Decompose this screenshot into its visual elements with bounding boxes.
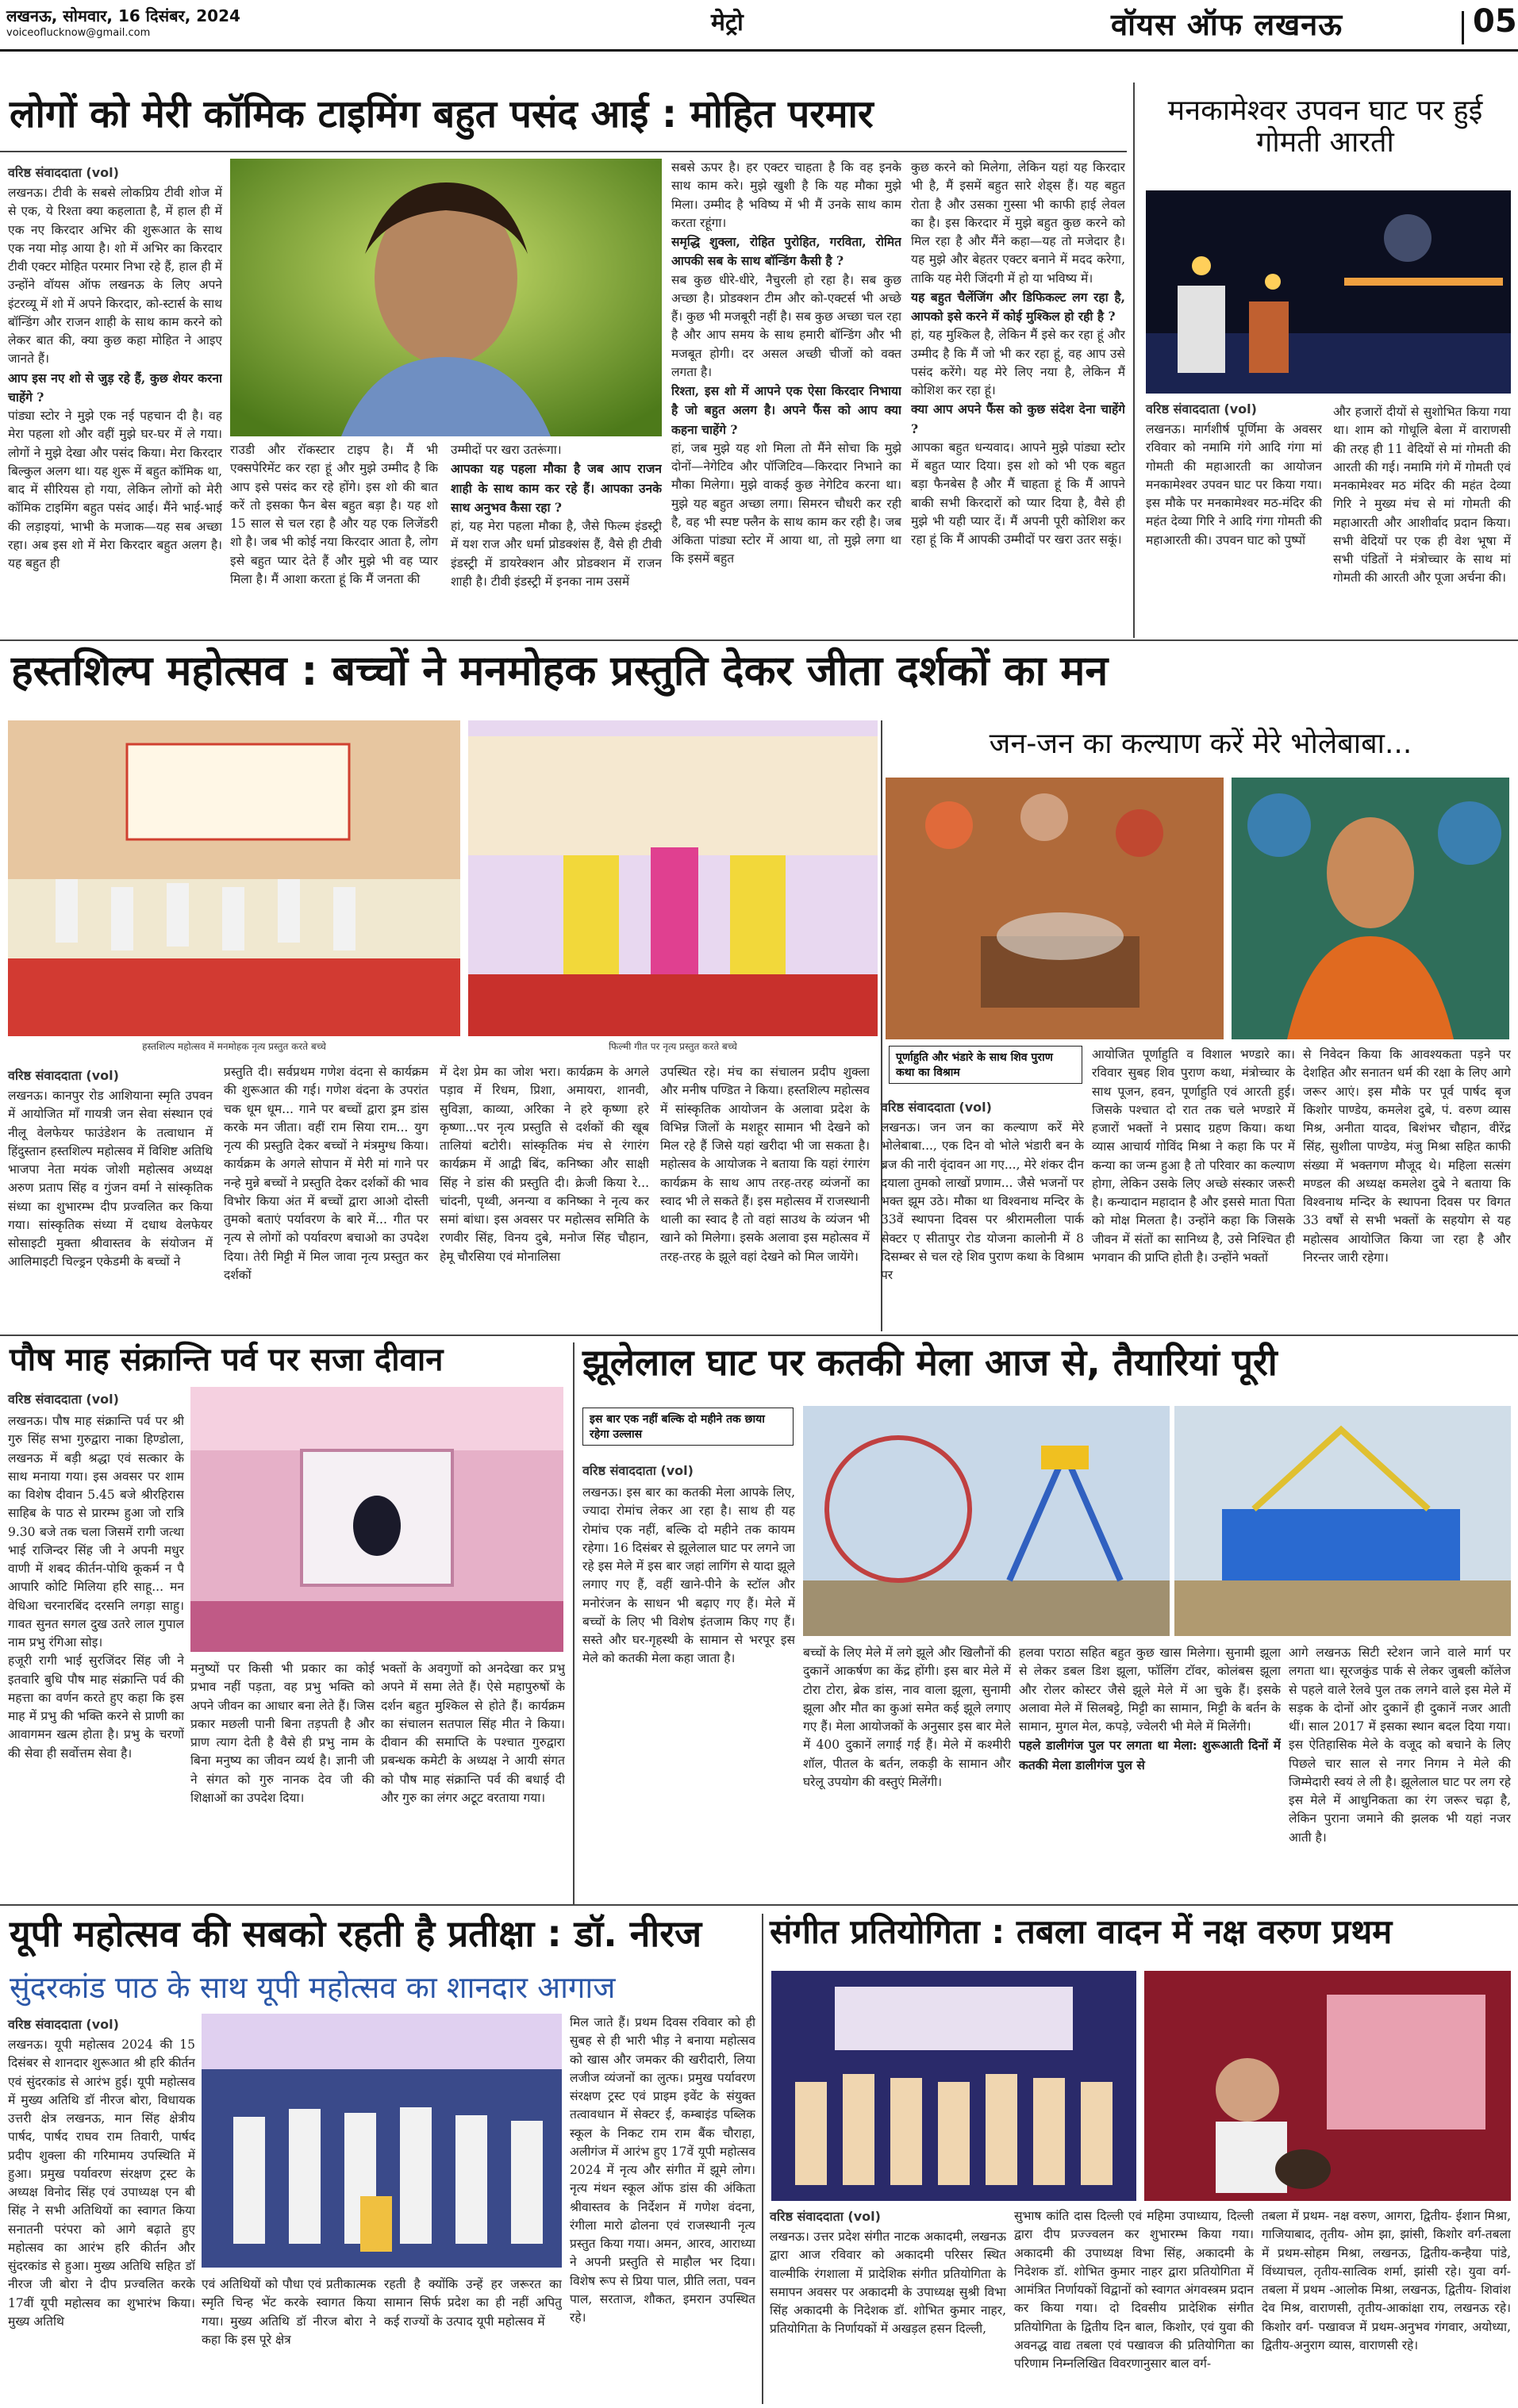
story7-col4: मिल जाते हैं। प्रथम दिवस रविवार को ही सुबह से ही भारी भीड़ ने बनाया महोत्सव को खास और जमकर की खरीदारी, लिया लजीज व्यंजनों का लुत्फ। प्रमुख पर्यावरण संरक्षण ट्रस्ट एवं प्राइम इवेंट के संयुक्त तत्वावधान में सेक्टर ई, कम्बाइंड पब्लिक स्कूल के निकट राम राम बैंक चौराहा, अलीगंज में आरंभ हुए 17वें यूपी महोत्सव 2024 में नृत्य और संगीत में झूमे लोग। नृत्य मंथन स्कूल ऑफ डांस की अंकिता श्रीवास्तव के निर्देशन में गणेश वंदना, रंगीला मारो ढोलना एवं राजस्थानी नृत्य प्रस्तुत किया गया। अमन, आरव, आराध्या ने अपनी प्रस्तुति से माहौल भर दिया। विशेष रूप से प्रिया पाल, प्रीति लता, पवन पाल, सरताज, शौकत, इमरान उपस्थित रहे। [570,2015,755,2325]
story6-byline: वरिष्ठ संवाददाता (vol) [582,1463,694,1478]
section-name: मेट्रो [711,9,744,36]
story6-col1: लखनऊ। इस बार का कतकी मेला आपके लिए, ज्यादा रोमांच लेकर आ रहा है। साथ ही यह रोमांच एक नहीं, बल्कि दो महीने तक कायम रहेगा। 16 दिसंबर से झूलेलाल घाट पर लगने जा रहे इस मेले में इस बार जहां लागिंग से यादा झूले लगाए गए हैं, वहीं खाने-पीने के स्टॉल और मनोरंजन के साधन भी बढ़ाए गए हैं। मेले में बच्चों के लिए भी विशेष इंतजाम किए गए हैं। सस्ते और घर-गृहस्थी के सामान से भरपूर इस मेले को कतकी मेला कहा जाता है। [582,1485,795,1666]
katha-vyas-photo [1232,778,1509,1039]
story3-byline: वरिष्ठ संवाददाता (vol) [8,1068,119,1083]
story2-col2: और हजारों दीयों से सुशोभित किया गया था। शाम को गोधूलि बेला में वाराणसी की तरह ही 11 वेदियों से मां गोमती की आरती की गई। नमामि गंगे में गोमती एवं मनकामेश्वर मठ मंदिर की महंत देव्या गिरि ने मुख्य मंच से मां गोमती की महाआरती और आशीर्वाद प्रदान किया। सभी वेदियों पर एक ही वेश भूषा में सभी पंडितों ने मंत्रोच्चार के साथ मां गोमती की आरती और पूजा अर्चना की। [1333,405,1511,586]
story7-col3: रहती है क्योंकि उन्हें हर जरूरत का सामान सिर्फ प्रदेश का ही नहीं अपितु कई राज्यों के उत्पाद यूपी महोत्सव में [384,2277,562,2329]
photo-caption-2: फिल्मी गीत पर नृत्य प्रस्तुत करते बच्चे [609,1041,737,1052]
story8-byline: वरिष्ठ संवाददाता (vol) [770,2209,881,2224]
mohit-parmar-photo [230,159,662,436]
story5-col3: भक्तों के अवगुणों को अनदेखा कर प्रभु अपने में समा लेते हैं। ऐसे महापुरुषों के दर्शन बहुत मुश्किल से होते हैं। कार्यक्रम का संचालन सतपाल सिंह मीत ने किया। दीवान की समाप्ति के पश्चात गुरुद्वारा प्रबन्धक कमेटी के अध्यक्ष ने आयी संगत को पौष माह संक्रान्ति पर्व की बधाई दी और गुरु का लंगर अटूट वरताया गया। [381,1661,565,1805]
story3-col3: में देश प्रेम का जोश भरा। कार्यक्रम के अगले पड़ाव में रिधम, प्रिशा, अमायरा, शानवी, सुविज्ञा, काव्या, अरिका ने हरे कृष्णा हरे कृष्णा...पर नृत्य प्रस्तुति से दर्शकों की खूब तालियां बटोरी। सांस्कृतिक मंच से रंगारंग कार्यक्रम में आद्वी बिंद, कनिष्का और साक्षी सिंह ने डांस की प्रस्तुति दी। क्रेजी किया रे... चांदनी, पृथ्वी, अनन्या व कनिष्का ने नृत्य कर समां बांधा। इस अवसर पर महोत्सव समिति के रणवीर सिंह, विनय दुबे, मनोज सिंह चौहान, हेमू चौरसिया एवं मोनालिसा [440,1065,649,1264]
music-competition-photo-1 [771,1971,1136,2201]
story2-headline: मनकामेश्वर उपवन घाट पर हुई गोमती आरती [1167,94,1483,159]
story5-byline: वरिष्ठ संवाददाता (vol) [8,1392,119,1407]
story1-col4: सबसे ऊपर है। हर एक्टर चाहता है कि वह इनके साथ काम करे। मुझे खुशी है कि यह मौका मुझे मिला। उम्मीद है भविष्य में भी मैं उनके साथ काम करता रहूंगा। समृद्धि शुक्ला, रोहित पुरोहित, गरविता, रोमित आपकी सब के साथ बॉन्डिंग कैसी है ? सब कुछ धीरे-धीरे, नैचुरली हो रहा है। सब कुछ अच्छा है। प्रोडक्शन टीम और को-एक्टर्स भी अच्छे हैं। कुछ भी मजबूरी नहीं है। सब कुछ अच्छा चल रहा है और आप समय के साथ हमारी बॉन्डिंग और भी मजबूत होगी। दर असल अच्छी चीजों को वक्त लगता है। रिश्ता, इस शो में आपने एक ऐसा किरदार निभाया है जो बहुत अलग है। अपने फैंस को आप क्या कहना चाहेंगे ? हां, जब मुझे यह शो मिला तो मैंने सोचा कि मुझे दोनों—नेगेटिव और पॉजिटिव—किरदार निभाने का मौका मिलेगा। मुझे वाकई कुछ नेगेटिव करना था। मुझे यह बहुत अच्छा लगा। सिमरन चौधरी कर रही है, वह भी स्पष्ट फ्लैन के साथ काम कर रही है। जब अंकिता पांड्या स्टोर में आया था, तो मुझे लगा था कि इसमें बहुत [671,160,901,566]
story7-subhead: सुंदरकांड पाठ के साथ यूपी महोत्सव का शानदार आगाज [10,1970,616,2005]
story4-col3: से निवेदन किया कि आवश्यकता पड़ने पर देशहित और सनातन धर्म की रक्षा के लिए आगे जरूर आएं। इस मौके पर पूर्व पार्षद बृज किशोर पाण्डेय, कमलेश दुबे, पं. वरुण व्यास मिश्र, अनीता यादव, बिशंभर चौहान, वीरेंद्र सिंह, सुशीला पाण्डेय, मंजु मिश्रा सहित काफी संख्या में भक्तगण मौजूद थे। महिला सत्संग मण्डल की अध्यक्ष कमलेश दुबे ने बताया कि विश्वनाथ मन्दिर के स्थापना दिवस पर विगत 33 वर्षों से सभी भक्तों के सहयोग से यह महोत्सव आयोजित किया जा रहा है और निरन्तर जारी रहेगा। [1303,1047,1511,1265]
story8-col2: सुभाष कांति दास दिल्ली एवं महिमा उपाध्याय, दिल्ली द्वारा दीप प्रज्ज्वलन कर शुभारम्भ किया गया। अकादमी की उपाध्यक्ष विभा सिंह, अकादमी के निदेशक डॉ. शोभित कुमार नाहर द्वारा प्रतियोगिता में आमंत्रित निर्णायकों विद्वानों को स्वागत अंगवस्त्रम प्रदान कर किया गया। दो दिवसीय प्रादेशिक संगीत प्रतियोगिता के द्वितीय दिन बाल, किशोर, एवं युवा की अवनद्ध वाद्य तबला एवं पखावज की प्रतियोगिता का परिणाम निम्नलिखित विवरणानुसार बाल वर्ग- [1014,2209,1254,2371]
story6-tagline: इस बार एक नहीं बल्कि दो महीने तक छाया रहेगा उल्लास [582,1408,794,1446]
story2-col1: लखनऊ। मार्गशीर्ष पूर्णिमा के अवसर रविवार को नमामि गंगे आदि गंगा मां गोमती की महाआरती का आयोजन मनकामेश्वर उपवन घाट पर किया गया। इस मौके पर मनकामेश्वर मठ-मंदिर की महंत देव्या गिरि ने आदि गंगा गोमती की महाआरती की। उपवन घाट को पुष्पों [1146,422,1322,547]
story8-col1: लखनऊ। उत्तर प्रदेश संगीत नाटक अकादमी, लखनऊ द्वारा आज रविवार को अकादमी परिसर स्थित वाल्मीकि रंगशाला में प्रादेशिक संगीत प्रतियोगिता के समापन अवसर पर अकादमी के उपाध्यक्ष सुश्री विभा सिंह अकादमी के निदेशक डॉ. शोभित कुमार नाहर, प्रतियोगिता के निर्णायकों में अखड़ल हसन दिल्ली, [770,2229,1006,2337]
date-line: लखनऊ, सोमवार, 16 दिसंबर, 2024 [6,6,240,25]
handicraft-dance-photo-2 [468,720,878,1036]
up-mahotsav-photo [202,2014,562,2268]
story4-headline: जन-जन का कल्याण करें मेरे भोलेबाबा... [989,728,1412,760]
story1-headline: लोगों को मेरी कॉमिक टाइमिंग बहुत पसंद आई : मोहित परमार [10,92,874,136]
story1-col5: कुछ करने को मिलेगा, लेकिन यहां यह किरदार भी है, मैं इसमें बहुत सारे शेड्स हैं। यह बहुत रोता है और उसका गुस्सा भी काफी हाई लेवल का है। इस किरदार में मुझे बहुत कुछ करने को मिल रहा है और मैंने कहा—यह तो मजेदार है। यह मुझे और बेहतर एक्टर बनाने में मदद करेगा, ताकि यह मेरी जिंदगी में हो या भविष्य में। यह बहुत चैलेंजिंग और डिफिकल्ट लग रहा है, आपको इसे करने में कोई मुश्किल हो रही है ? हां, यह मुश्किल है, लेकिन मैं इसे कर रहा हूं और उम्मीद है कि मैं जो भी कर रहा हूं, वह आप उसे पसंद करेंगे। यह मेरे लिए नया है, लेकिन मैं कोशिश कर रहा हूं। क्या आप अपने फैंस को कुछ संदेश देना चाहेंगे ? आपका बहुत धन्यवाद। आपने मुझे पांड्या स्टोर में बहुत प्यार दिया। इस शो को भी एक बहुत बड़ा फैनबेस है और मैं चाहता हूं कि मैं आपने बाकी सभी किरदारों को प्यार दिया है, वैसे ही मुझे भी यही प्यार दें। मैं अपनी पूरी कोशिश कर रहा हूं कि मैं आपकी उम्मीदों पर खरा उतर सकूं। [911,160,1125,547]
story7-headline: यूपी महोत्सव की सबको रहती है प्रतीक्षा : डॉ. नीरज [10,1912,702,1955]
handicraft-dance-photo-1 [8,720,460,1036]
story4-col1: लखनऊ। जन जन का कल्याण करें मेरे भोलेबाबा..., एक दिन वो भोले भंडारी बन के ब्रज की नारी वृंदावन आ गए..., मेरे शंकर दीन दयाला तुमको लाखों प्रणाम... जैसे भजनों पर भक्त झूम उठे। मौका था विश्वनाथ मन्दिर के 33वें स्थापना दिवस पर श्रीरामलीला पार्क सेक्टर ए सीतापुर रोड योजना कालोनी में 8 दिसम्बर से चल रहे शिव पुराण कथा के विश्राम पर [881,1120,1084,1282]
mela-swing-photo-2 [1174,1406,1511,1636]
story1-col3: उम्मीदों पर खरा उतरूंगा। आपका यह पहला मौका है जब आप राजन शाही के साथ काम कर रहे हैं। आपका उनके साथ अनुभव कैसा रहा ? हां, यह मेरा पहला मौका है, जैसे फिल्म इंडस्ट्री में यश राज और धर्मा प्रोडक्शंस हैं, वैसे ही टीवी इंडस्ट्री में डायरेक्शन और प्रोडक्शन में राजन शाही है। टीवी इंडस्ट्री में इनका नाम उसमें [451,443,662,589]
story3-col4: उपस्थित रहे। मंच का संचालन प्रदीप शुक्ला और मनीष पण्डित ने किया। हस्तशिल्प महोत्सव में सांस्कृतिक आयोजन के अलावा प्रदेश के विभिन्न जिलों के मशहूर सामान भी देखने को मिल रहे हैं जिसे यहां खरीदा भी जा सकता है। महोत्सव के आयोजक ने बताया कि यहां रंगारंग कार्यक्रम के साथ आप तरह-तरह व्यंजनों का स्वाद भी ले सकते हैं। इस महोत्सव में राजस्थानी थाली का स्वाद है तो वहां साउथ के व्यंजन भी खाने को मिलेगा। इसके अलावा इस महोत्सव में तरह-तरह के झूले वहां देखने को मिल जायेंगे। [660,1065,870,1264]
story3-col2: प्रस्तुति दी। सर्वप्रथम गणेश वंदना से कार्यक्रम की शुरूआत की गई। गणेश वंदना के उपरांत चक धूम धूम... गाने पर बच्चों द्वारा ड्रम डांस करके मन जीता। वहीं राम सिया राम... युग नृत्य की प्रस्तुति देकर बच्चों ने मंत्रमुग्ध किया। कार्यक्रम के अगले सोपान में मेरी मां गाने पर नन्हे मुन्ने बच्चों ने प्रस्तुति देकर दर्शकों की भाव विभोर किया अंत में बच्चों द्वारा आओ दोस्ती तुमको बताएं पर्यावरण के बारे में... गीत पर नृत्य से लोगों को पर्यावरण बचाओ का उपदेश दिया। तेरी मिट्टी में मिल जावा नृत्य प्रस्तुत कर दर्शकों [224,1065,428,1282]
tabla-performance-photo [1144,1971,1511,2201]
story6-col3: हलवा पराठा सहित बहुत कुछ खास मिलेगा। सुनामी झूला से लेकर डबल डिश झूला, फॉलिंग टॉवर, कोलंबस झूला और रोलर कोस्टर जैसे झूले मेले में आ चुके हैं। इसके अलावा मेले में सिलबट्टे, मिट्टी का सामान, मिट्टी के बर्तन के सामान, मुगल मेल, कपड़े, ज्वेलरी भी मेले में मिलेंगी। पहले डालीगंज पुल पर लगता था मेला: शुरूआती दिनों में कतकी मेला डालीगंज पुल से [1019,1646,1281,1772]
story6-col4: आगे लखनऊ सिटी स्टेशन जाने वाले मार्ग पर लगता था। सूरजकुंड पार्क से लेकर जुबली कॉलेज से पहले वाले रेलवे पुल तक लगने वाले इस मेले में सड़क के दोनों ओर दुकानें ही दुकानें नजर आती थीं। साल 2017 में इसका स्थान बदल दिया गया। इस ऐतिहासिक मेले के वजूद को बचाने के लिए पिछले चार साल से नगर निगम ने मेले की जिम्मेदारी स्वयं ले ली है। झूलेलाल घाट पर लग रहे इस मेले में आधुनिकता का रंग जरूर चढ़ा है, लेकिन पुराना जमाने की झलक भी यहां नजर आती है। [1289,1646,1511,1845]
story8-headline: संगीत प्रतियोगिता : तबला वादन में नक्ष वरुण प्रथम [770,1912,1393,1951]
story7-byline: वरिष्ठ संवाददाता (vol) [8,2017,119,2032]
story7-col1: लखनऊ। यूपी महोत्सव 2024 की 15 दिसंबर से शानदार शुरूआत श्री हरि कीर्तन एवं सुंदरकांड से आरंभ हुई। यूपी महोत्सव में मुख्य अतिथि डॉ नीरज बोरा, विधायक उत्तरी क्षेत्र लखनऊ, मान सिंह क्षेत्रीय पार्षद, पार्षद राघव राम तिवारी, पार्षद प्रदीप शुक्ला की गरिमामय उपस्थिति में हुआ। प्रमुख पर्यावरण संरक्षण ट्रस्ट के अध्यक्ष विनोद सिंह एवं उपाध्यक्ष एन बी सिंह ने सभी अतिथियों का स्वागत किया सनातनी परंपरा को आगे बढ़ाते हुए महोत्सव का आरंभ हरि कीर्तन और सुंदरकांड से हुआ। मुख्य अतिथि सहित डॉ नीरज जी बोरा ने दीप प्रज्वलित करके 17वीं यूपी महोत्सव का शुभारंभ किया। मुख्य अतिथि [8,2037,195,2329]
story1-byline: वरिष्ठ संवाददाता (vol) [8,165,119,180]
paper-name: वॉयस ऑफ लखनऊ [1111,7,1343,42]
story3-col1: लखनऊ। कानपुर रोड आशियाना स्मृति उपवन में आयोजित माँ गायत्री जन सेवा संस्थान एवं नीलू वेलफेयर फाउंडेशन के तत्वाधान में हिंदुस्तान हस्तशिल्प महोत्सव में विशिष्ट अतिथि भाजपा नेता मयंक जोशी महोत्सव अध्यक्ष अरुण प्रताप सिंह व गुंजन वर्मा ने सांस्कृतिक संध्या का शुभारम्भ दीप प्रज्वलित कर किया गया। सांस्कृतिक संध्या में दधाथ वेलफेयर सोसाइटी मुक्ता श्रीवास्तव के संयोजन में आलिमाइटी चिल्ड्रन एकेडमी के बच्चों ने [8,1089,213,1269]
story6-col2: बच्चों के लिए मेले में लगे झूले और खिलौनों की दुकानें आकर्षण का केंद्र होंगी। इस बार मेले में टोरा टोरा, ब्रेक डांस, नाव वाला झूला, सुनामी झूला और मौत का कुआं समेत कई झूले लगाए गए हैं। मेला आयोजकों के अनुसार इस बार मेले में 400 दुकानें लगाई गई हैं। मेले में कश्मीरी शॉल, पीतल के बर्तन, लकड़ी के सामान और घरेलू उपयोग की वस्तुएं मिलेंगी। [803,1646,1011,1789]
story6-headline: झूलेलाल घाट पर कतकी मेला आज से, तैयारियां पूरी [582,1341,1278,1384]
story8-col3: तबला में प्रथम- नक्ष वरुण, आगरा, द्वितीय- ईशान मिश्रा, गाजियाबाद, तृतीय- ओम झा, झांसी, किशोर वर्ग-तबला में प्रथम-सोहम मिश्रा, लखनऊ, द्वितीय-कन्हैया पांडे, विंध्याचल, तृतीय-सात्विक शर्मा, झांसी रहे। युवा वर्ग- तबला में प्रथम -आलोक मिश्रा, लखनऊ, द्वितीय- शिवांश देव मिश्र, वाराणसी, तृतीय-आकांक्षा राय, लखनऊ रहे। किशोर वर्ग- पखावज में प्रथम-अनुभव गंगवार, अयोध्या, द्वितीय-अनुराग व्यास, वाराणसी रहे। [1262,2209,1511,2352]
photo-caption-1: हस्तशिल्प महोत्सव में मनमोहक नृत्य प्रस्तुत करते बच्चे [142,1041,326,1052]
story5-headline: पौष माह संक्रान्ति पर्व पर सजा दीवान [10,1342,444,1378]
story1-col1: लखनऊ। टीवी के सबसे लोकप्रिय टीवी शोज में से एक, ये रिश्ता क्या कहलाता है, में हाल ही में एक नए किरदार अभिर की शुरूआत के साथ एक नया मोड़ आया है। शो में अभिर का किरदार टीवी एक्टर मोहित परमार निभा रहे हैं, हाल ही में उन्होंने वॉयस ऑफ लखनऊ के लिए अपने इंटरव्यू में शो में अपने किरदार, को-स्टार्स के साथ बॉन्डिंग और राजन शाही के साथ काम करने को लेकर बात की, क्या कुछ कहा मोहित ने आइए जानते हैं। आप इस नए शो से जुड़ रहे हैं, कुछ शेयर करना चाहेंगे ? पांड्या स्टोर ने मुझे एक नई पहचान दी है। वह मेरा पहला शो और वहीं मुझे घर-घर में ले गया। लोगों ने मुझे देखा और पसंद किया। मेरा किरदार बिल्कुल अलग था। यह शुरू में बहुत कॉमिक था, बाद में सीरियस हो गया, लेकिन लोगों को मेरी कॉमिक टाइमिंग बहुत पसंद आई। मैंने भाई-भाई की लड़ाइयां, भाभी के मजाक—यह सब अच्छा रहा। अब इस शो में मेरा किरदार बहुत अलग है। यह बहुत ही [8,186,222,570]
mela-swing-photo-1 [803,1406,1170,1636]
story1-col2: राउडी और रॉकस्टार टाइप है। मैं भी एक्सपेरिमेंट कर रहा हूं और मुझे उम्मीद है कि आप इसे पसंद कर रहे होंगे। इस शो की बात करें तो इसका फैन बेस बहुत बड़ा है। यह शो 15 साल से चल रहा है और यह एक लिजेंडरी शो है। जब भी कोई नया किरदार आता है, लोग इसे बहुत प्यार देते हैं और मुझे भी वह प्यार मिला है। मैं आशा करता हूं कि मैं जनता की [230,443,438,586]
story7-col2: एवं अतिथियों को पौधा एवं प्रतीकात्मक स्मृति चिन्ह भेंट करके स्वागत किया गया। मुख्य अतिथि डॉ नीरज बोरा ने कहा कि इस पूरे क्षेत्र [202,2277,376,2347]
story4-caption: पूर्णाहुति और भंडारे के साथ शिव पुराण कथा का विश्राम [889,1046,1082,1084]
masthead [0,0,1518,83]
story2-byline: वरिष्ठ संवाददाता (vol) [1146,401,1257,417]
story4-col2: आयोजित पूर्णाहुति व विशाल भण्डारे का। रविवार सुबह शिव पुराण कथा, मंत्रोच्चार के साथ पूजन, हवन, पूर्णाहुति एवं आरती हुई। जिसके पश्चात दो रात तक चले भण्डारे में हजारों भक्तों ने प्रसाद ग्रहण किया। कथा व्यास आचार्य गोविंद मिश्रा ने कहा कि पर में कन्या का जन्म हुआ है तो परिवार का कल्याण होगा, लेकिन उसके लिए अच्छे संस्कार जरूरी है। कन्यादान महादान है और इससे माता पिता को मोक्ष मिलता है। उन्होंने कहा कि जिसके जीवन में संतों का सानिध्य है, उसे निश्चित ही भगवान की प्राप्ति होती है। उन्होंने भक्तों [1092,1047,1295,1265]
havan-photo [886,778,1224,1039]
gurudwara-diwan-photo [190,1387,563,1652]
story5-col1: लखनऊ। पौष माह संक्रान्ति पर्व पर श्री गुरु सिंह सभा गुरुद्वारा नाका हिण्डोला, लखनऊ में बड़ी श्रद्धा एवं सत्कार के साथ मनाया गया। इस अवसर पर शाम का विशेष दीवान 5.45 बजे श्रीरहिरास साहिब के पाठ से प्रारम्भ हुआ जो रात्रि 9.30 बजे तक चला जिसमें रागी जत्था भाई राजिन्दर सिंह जी ने अपनी मधुर वाणी में शबद कीर्तन-पोथि कूकर्म न पै आपारि कोटि मिलिया हरि साहू... मन वेधिआ चरनारबिंद दरसनि लगड़ा साहु। गावत सुनत सगल दुख उतरे लाल गुपाल नाम प्रभु रंगिआ सोइ। हजूरी रागी भाई सुरजिंदर सिंह जी ने इतवारि बुधि पौष माह संक्रान्ति पर्व की महत्ता का वर्णन करते हुए कहा कि इस माह में प्रभु की भक्ति करने से प्राणी का आवागमन खत्म होता है। प्रभु के चरणों की सेवा ही सर्वोत्तम सेवा है। [8,1414,184,1761]
story5-col2: मनुष्यों पर किसी भी प्रकार का कोई प्रभाव नहीं पड़ता, वह प्रभु भक्ति को अपने जीवन का आधार बना लेते हैं। जिस प्रकार मछली पानी बिना तड़पती है और प्राण त्याग देती है वैसे ही प्रभु नाम के बिना मनुष्य का जीवन व्यर्थ है। ज्ञानी जी ने संगत को गुरु नानक देव जी की शिक्षाओं का उपदेश दिया। [190,1661,375,1805]
email: voiceoflucknow@gmail.com [6,27,151,39]
story3-headline: हस्तशिल्प महोत्सव : बच्चों ने मनमोहक प्रस्तुति देकर जीता दर्शकों का मन [11,647,1109,695]
page-number: 05 [1473,3,1517,40]
gomti-aarti-photo [1146,190,1511,394]
story4-byline: वरिष्ठ संवाददाता (vol) [881,1100,992,1115]
